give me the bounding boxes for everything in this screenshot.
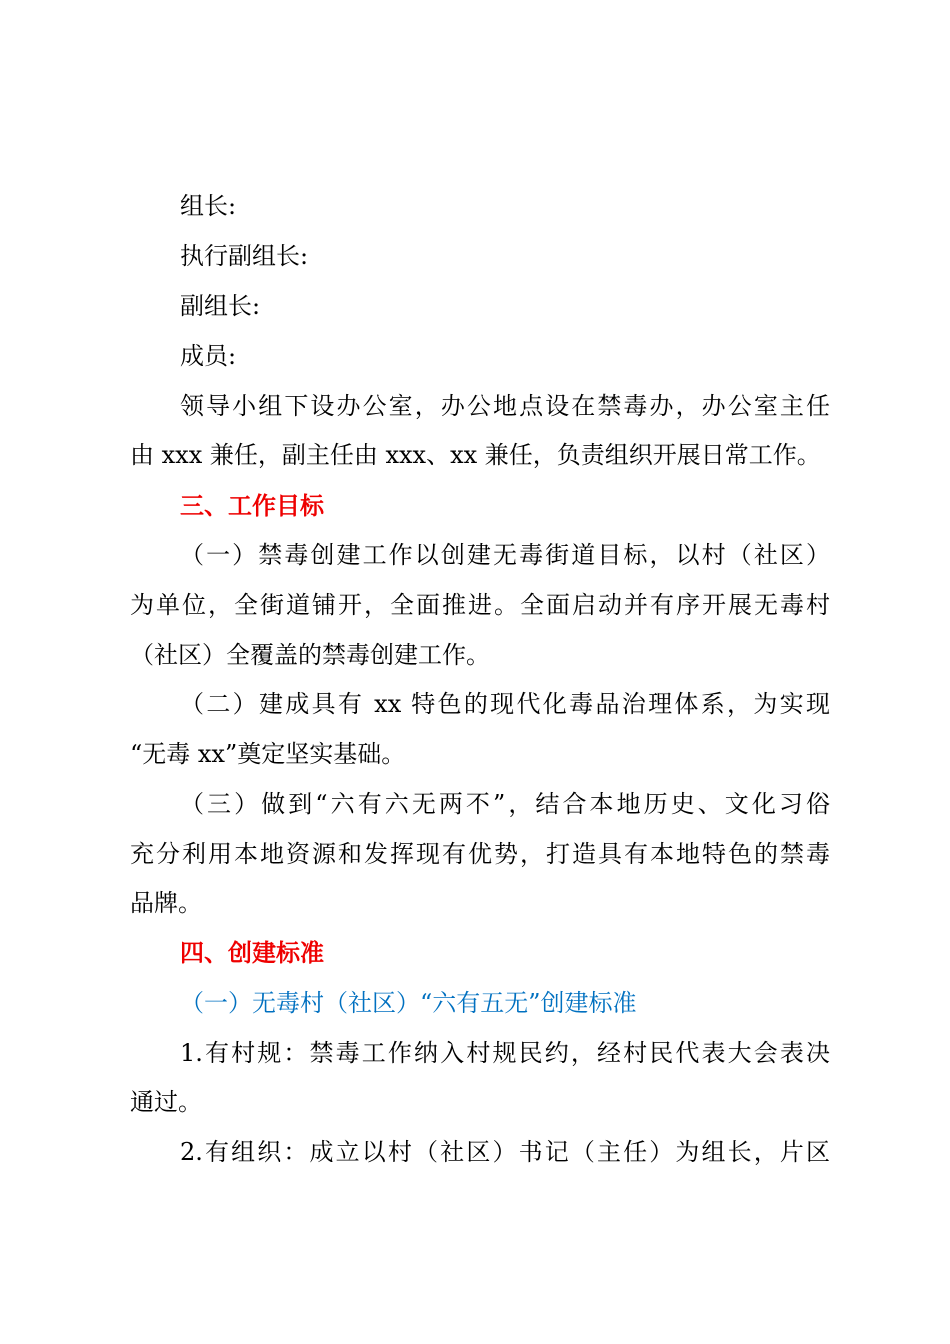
section-heading-work-goals: 三、工作目标 xyxy=(180,492,324,520)
executive-deputy-leader-label: 执行副组长: xyxy=(180,242,309,270)
goal-2-line-2: “无毒 xx”奠定坚实基础。 xyxy=(130,740,406,768)
goal-3-line-3: 品牌。 xyxy=(130,889,202,917)
goal-3-line-2: 充分利用本地资源和发挥现有优势，打造具有本地特色的禁毒 xyxy=(130,840,830,868)
subheading-six-have-five-none: （一）无毒村（社区）“六有五无”创建标准 xyxy=(180,989,637,1017)
standard-1-line-2: 通过。 xyxy=(130,1088,202,1116)
standard-1-line-1: 1.有村规：禁毒工作纳入村规民约，经村民代表大会表决 xyxy=(180,1039,830,1067)
section-heading-creation-standards: 四、创建标准 xyxy=(180,939,324,967)
deputy-leader-label: 副组长: xyxy=(180,292,261,320)
leader-label: 组长: xyxy=(180,192,237,220)
goal-2-line-1: （二）建成具有 xx 特色的现代化毒品治理体系，为实现 xyxy=(180,690,830,718)
standard-2-line-1: 2.有组织：成立以村（社区）书记（主任）为组长，片区 xyxy=(180,1138,830,1166)
office-paragraph-line-2: 由 xxx 兼任，副主任由 xxx、xx 兼任，负责组织开展日常工作。 xyxy=(130,441,821,469)
goal-1-line-3: （社区）全覆盖的禁毒创建工作。 xyxy=(130,641,490,669)
office-paragraph-line-1: 领导小组下设办公室，办公地点设在禁毒办，办公室主任 xyxy=(180,392,830,420)
goal-3-line-1: （三）做到“六有六无两不”，结合本地历史、文化习俗 xyxy=(180,790,830,818)
goal-1-line-2: 为单位，全街道铺开，全面推进。全面启动并有序开展无毒村 xyxy=(130,591,830,619)
goal-1-line-1: （一）禁毒创建工作以创建无毒街道目标，以村（社区） xyxy=(180,541,830,569)
members-label: 成员: xyxy=(180,342,237,370)
